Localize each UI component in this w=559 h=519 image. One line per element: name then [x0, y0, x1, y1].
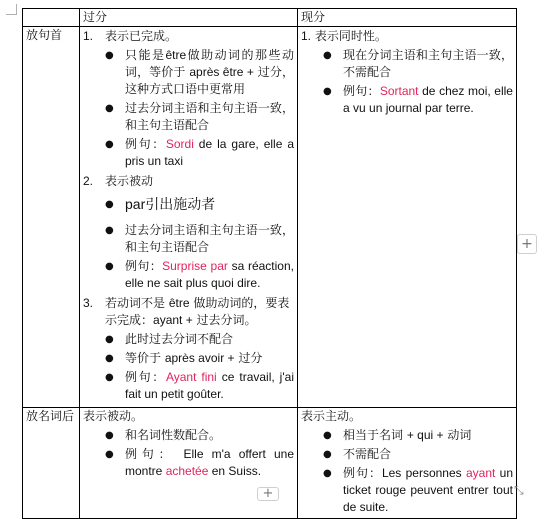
header-cell-empty [23, 9, 80, 27]
bullet-icon: ● [105, 334, 114, 345]
list-item: ● 此时过去分词不配合 [83, 331, 294, 348]
bullet-icon: ● [105, 103, 114, 114]
list-item: ● 相当于名词 + qui + 动词 [301, 427, 513, 444]
list-item: ● 过去分词主语和主句主语一致，和主句主语配合 [83, 100, 294, 134]
bullet-icon: ● [323, 430, 332, 441]
table-resize-icon[interactable]: ⤡ [514, 483, 524, 497]
list-item: ● 不需配合 [301, 446, 513, 463]
bullet-icon: ● [323, 50, 332, 61]
cell-title: 表示被动。 [83, 409, 144, 423]
cell-past-after-noun [80, 408, 298, 519]
header-past-participle: 过分 [80, 9, 298, 27]
list-item: ● 例句：Surprise par sa réaction, elle ne sait plus quoi dire. [83, 258, 294, 292]
list-item: ● 现在分词主语和主句主语一致，不需配合 [301, 47, 513, 81]
list-item: ● 例句：Sortant de chez moi, elle a vu un journal par terre. [301, 83, 513, 117]
add-row-button[interactable]: + [257, 487, 279, 501]
bullet-icon: ● [105, 50, 114, 61]
bullet-icon: ● [105, 430, 114, 441]
bullet-icon: ● [105, 372, 114, 383]
row-after-noun [23, 408, 517, 519]
list-item: ● par引出施动者 [83, 196, 294, 214]
bullet-icon: ● [105, 225, 114, 236]
bullet-icon: ● [105, 449, 114, 460]
grammar-table [22, 8, 517, 519]
bullet-icon: ● [105, 139, 114, 150]
list-item: ● 过去分词主语和主句主语一致，和主句主语配合 [83, 222, 294, 256]
bullet-icon: ● [323, 86, 332, 97]
list-item: ● 例句：Les personnes ayant un ticket rouge peuvent entrer tout de suite. [301, 465, 513, 516]
list-item: ● 只能是être做助动词的那些动词，等价于 après être + 过分，这种方式口语中更常用 [83, 47, 294, 98]
cell-title: 表示主动。 [301, 409, 362, 423]
row-label-after-noun: 放名词后 [23, 408, 80, 519]
cell-present-sentence-start [298, 27, 517, 408]
list-item: ● 和名词性数配合。 [83, 427, 294, 444]
numbered-item-2: 2. 表示被动 [83, 174, 154, 188]
cell-present-after-noun [298, 408, 517, 519]
list-item: ● 例句： Elle m'a offert une montre achetée en Suiss. [83, 446, 294, 480]
numbered-item-3: 3. 若动词不是 être 做助动词的，要表示完成：ayant + 过去分词。 [83, 296, 290, 327]
header-row [23, 9, 517, 27]
bullet-icon: ● [105, 261, 114, 272]
row-sentence-start [23, 27, 517, 408]
numbered-item-1: 1. 表示同时性。 [301, 29, 387, 43]
numbered-item-1: 1. 表示已完成。 [83, 29, 178, 43]
row-label-sentence-start: 放句首 [23, 27, 80, 408]
bullet-icon: ● [323, 468, 332, 479]
cell-past-sentence-start [80, 27, 298, 408]
bullet-icon: ● [105, 353, 114, 364]
list-item: ● 例句：Sordi de la gare, elle a pris un taxi [83, 136, 294, 170]
page-corner-mark [6, 4, 17, 15]
header-present-participle: 现分 [298, 9, 517, 27]
add-column-button[interactable]: + [517, 234, 537, 254]
bullet-icon: ● [105, 199, 114, 210]
list-item: ● 等价于 après avoir + 过分 [83, 350, 294, 367]
bullet-icon: ● [323, 449, 332, 460]
list-item: ● 例句：Ayant fini ce travail, j'ai fait un petit goûter. [83, 369, 294, 403]
